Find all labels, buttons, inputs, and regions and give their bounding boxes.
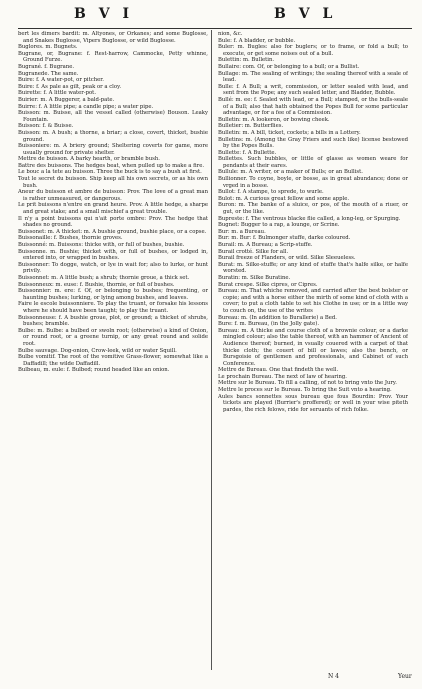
dictionary-entry: Bulletins: m. (Among the Gray Friers and such like) license bestowed by the Popes Bulls. [218,136,408,150]
dictionary-entry: Buissonnet: m. A little bush; a shrub; thornie groue, a thick set. [18,274,190,281]
dictionary-entry: Tout le secret du buisson. Ship keep all his own secrets, or as his own bush. [18,176,208,189]
dictionary-entry: Burat: m. Silke-stuffe; or any kind of stuffe that's halfe silke, or halfe worsted. [218,261,408,275]
dictionary-entry: Bugranede. The same. [18,70,79,77]
dictionary-entry: Buirier: m. A Buggerer, a bald-pate. [18,96,115,103]
catchword: Yeur [398,673,412,680]
dictionary-entry: Bullot: f. A stampe, to sprede, to wurle. [218,189,324,196]
dictionary-entry: Buissonné: m. Buissons: thicke with, or full of bushes, bushie. [18,242,185,248]
dictionary-entry: Bugrane, or, Bugrane: f. Rest-harrow, Cammocke, Petty whinne, Ground Furze. [18,50,208,64]
dictionary-entry: Buisson: m. A bush; a thorne, a briar; a close, covert, thicket, bushie ground. [18,129,208,143]
dictionary-entry: Bullette: f. A Bullette. [218,149,277,156]
dictionary-entry: Bullionner. To coyne, boyle, or bosse, as in great abundance; done or vrged in a bosse. [218,176,408,189]
dictionary-entry: Bullage: m. The sealing of writings; the sealing thereof with a seale of lead. [218,70,408,84]
dictionary-entry: Buissonneux: m. euse: f. Bushie, thornie, or full of bushes. [18,281,175,288]
dictionary-entry: Bulettin: m. Bulletin. [218,57,275,64]
dictionary-entry: bert les dimers bardit: m. Altyones, or Orkanes; and some Buglosse, and Snakes Buglosse, Vipers Buglosse, or wild Buglosse. [18,31,208,44]
dictionary-entry: Bule: f. A bladder, or bubble. [218,37,296,44]
running-header [0,6,422,24]
dictionary-entry: Battre des buissons. The hedges beat, when pulled up to make a fire. [18,162,205,169]
dictionary-entry: Buirette: f. A little water-pot. [18,90,96,97]
dictionary-entry: Bupreste: f. The ventrous blacke flie called, a long-leg, or Spurging. [218,215,401,222]
dictionary-entry: Buisson: f. & Buisse. [18,123,74,130]
dictionary-entry: Mettre sur le Bureau. To fill a calling, of not to bring vnto the Jury. [218,380,397,387]
dictionary-entry: Bullaire: com. Of, or belonging to a bull; or a Bullist. [218,63,360,70]
dictionary-entry: Buissonet: m. A thicket: m. A bushie ground, bushie place, or a copse. [18,228,207,235]
dictionary-entry: Bugnet: Bugger to a rap, a lounge, or Scrine. [218,222,340,229]
dictionary-entry: Bulle: f. A Bull; a writ, commission, or letter sealed with lead, and sent from the Pope; any such sealed letter, and Bladder, Bubble. [218,83,408,97]
dictionary-entry: Buirre: f. A little pipe; a candle pipe; a water pipe. [18,103,154,110]
dictionary-entry: Buire: f. A water-pot, or pitcher. [18,77,104,84]
dictionary-entry: Aules bancs sonnettes sous bureau que fous Bourdin: Prov. Your tickets are played (Burrier's proffered); or well in your wise piteth pardes, the rich felows, ride for seruants of rich folke. [218,393,408,413]
dictionary-entry: Buissonnier: m. ere: f. Of, or belonging to bushes; frequenting, or haunting bushes; lurking, or lying among bushes, and leaves. [18,288,208,301]
dictionary-entry: Buire: f. As pale as gilt, peak or a cloy. [18,83,122,90]
dictionary-entry: Faire le escole buissonniere. To play the truant, or forsake his lessons where he should have been taught; to play the truant. [18,301,208,314]
dictionary-entry: Buratin: m. Silke Buratine. [218,274,291,281]
dictionary-entry: Bulletier: m. Butterflies. [218,123,284,130]
dictionary-entry: nion, &c. [218,31,243,37]
dictionary-entry: Buissonneuse: f. A bushie groue, plot, or ground; a thicket of shrubs, bushes; bramble. [18,314,208,328]
dictionary-entry: Mettre de buisson. A barky hearth, or bramble bush. [18,156,160,163]
dictionary-entry: Bureau: m. A thicke and course cloth of a brownie colour, or a darke mingled colour; also the table thereof, with an hammer of Ancient of Audience thereof; burned, in vsually couered with a carpet of that thicke cloth; the couert of bill or lawes; also the bench, or Bursgoisie of gentlemen and professionals, and Cabinet of such Conference. [218,327,408,367]
dictionary-entry: Buissonner: To dogge, watch, or lye in wait for; also to lurke, or hunt privily. [18,261,208,275]
dictionary-entry: Bullettes. Such bubbles, or little of glasse as women weare for pendants at their eares. [218,156,408,169]
dictionary-entry: Burail freeze of Flanders, or wild. Silke Sleeueless. [218,255,356,262]
header-left: B V I [74,6,133,22]
dictionary-entry: Buisson: m. Buisse, all the vessel called (otherwise) Bouson. Leaky Fountain. [18,110,208,123]
dictionary-entry: Burail crotté. Silke for all. [218,248,289,255]
dictionary-entry: Buron: m. The banke of a sluice, or pos, of the mouth of a riuer, or gut, or the like. [218,202,408,216]
dictionary-entry: Burat crespe. Silke cipres, or Cipres. [218,281,318,288]
dictionary-entry: Buissonaille: f. Bushes, thornie groves. [18,235,123,242]
dictionary-entry: Bulbe sauvage. Dog-onion, Crow-leek, wild or water Squill. [18,347,177,354]
dictionary-entry: Bulbe: m. Bulbe: a bulbed or swoln root; (otherwise) a kind of Onion, or round root, or a greene turnip, or any great round and solide root. [18,327,208,347]
dictionary-entry: Bullule: m. A writer, or a maker of Bulls; or an Bullist. [218,169,363,176]
page-footer [0,673,422,685]
dictionary-entry: Le prochain Bureau. The next of law of hearing. [218,373,347,380]
dictionary-entry: Aneur du buisson et ambre de buisson: Prov. The love of a great man is rather unmeasured, or dangerous. [18,189,208,202]
signature-mark: N 4 [328,673,339,680]
dictionary-entry: Bulletin: m. A lookeron, or bowing cheek. [218,116,330,123]
dictionary-entry: Mettre de Bureau. One that findeth the well. [218,367,339,374]
right-column [218,31,408,671]
header-rule [18,28,412,29]
dictionary-entry: Bulletin: m. A bill, ticket, cockets; a bills in a Lottery. [218,129,361,136]
dictionary-entry: Bugrané. f. Bugrane. [18,63,75,70]
dictionary-entry: Mettre le proces sur le Bureau. To bring the Suit vnto a hearing. [218,387,392,394]
dictionary-entry: Il n'y a point buissons qui n'ait porte ombre: Prov. The hedge that shades no ground. [18,215,208,229]
left-column [18,31,208,671]
dictionary-entry: Buissoniere: m. A briery ground; Sheltering coverts for game, more usually ground for private shelter. [18,143,208,156]
dictionary-entry: Bur: m. Bur: f. Bulmonger stuffe, darke coloured. [218,235,351,242]
header-right: B V L [274,6,337,22]
dictionary-entry: Bullé: m. ee: f. Sealed with lead, or a Bull; stamped, or the bulls-seale of a Bull; also that hath obtained the Popes Bull for some particular advantage, or for a fee of a Commission. [218,96,408,117]
dictionary-entry: Bur: m. a Bureau. [218,228,266,235]
column-divider [211,30,212,670]
dictionary-entry: Bulbe vomitif. The root of the vomitive Grass-flower, somewhat like a Daffadill; the wilde Daffadill. [18,354,208,367]
dictionary-entry: Bure: f. m. Bureau, (in the Jolly gate). [218,321,320,328]
dictionary-entry: Le bouc a la tete au buisson. Three the buck is to say a bush at first. [18,169,202,176]
dictionary-entry: Burail: m. A Bureau; a Scrip-stuffe. [218,242,313,248]
dictionary-entry: Buler: m. Bugles: also for buglers; or to frame, or fold a bull; to execute, or get some noises out of a bull. [218,44,408,57]
dictionary-entry: Bureau: m. That whiche removed, and carried after the best bolster or copie; and with a horse either the mirth of some kind of cloth with a cover; to put a cloth table to set his Clothe in use; or in a little way to couch on, the use of the writes [218,288,408,314]
dictionary-entry: Buglores. m. Bugnets. [18,44,78,51]
dictionary-entry: Bulbeau, m. eule: f. Bulbed; round headed like an onion. [18,367,170,374]
dictionary-entry: Le prit buissons n'entre en grand heure. Prov. A little hedge, a sharpe and great stake; and a small mischief a great trouble. [18,202,208,216]
dictionary-entry: Buissonne. m. Bushie; thicket with, or full of bushes, or lodged in, entered into, or wrapped in bushes. [18,248,208,262]
dictionary-entry: Bureau: m. (In addition to Burallerie) a Bed. [218,314,337,321]
dictionary-entry: Bulot: m. A curious great fellow and some apple. [218,195,350,202]
